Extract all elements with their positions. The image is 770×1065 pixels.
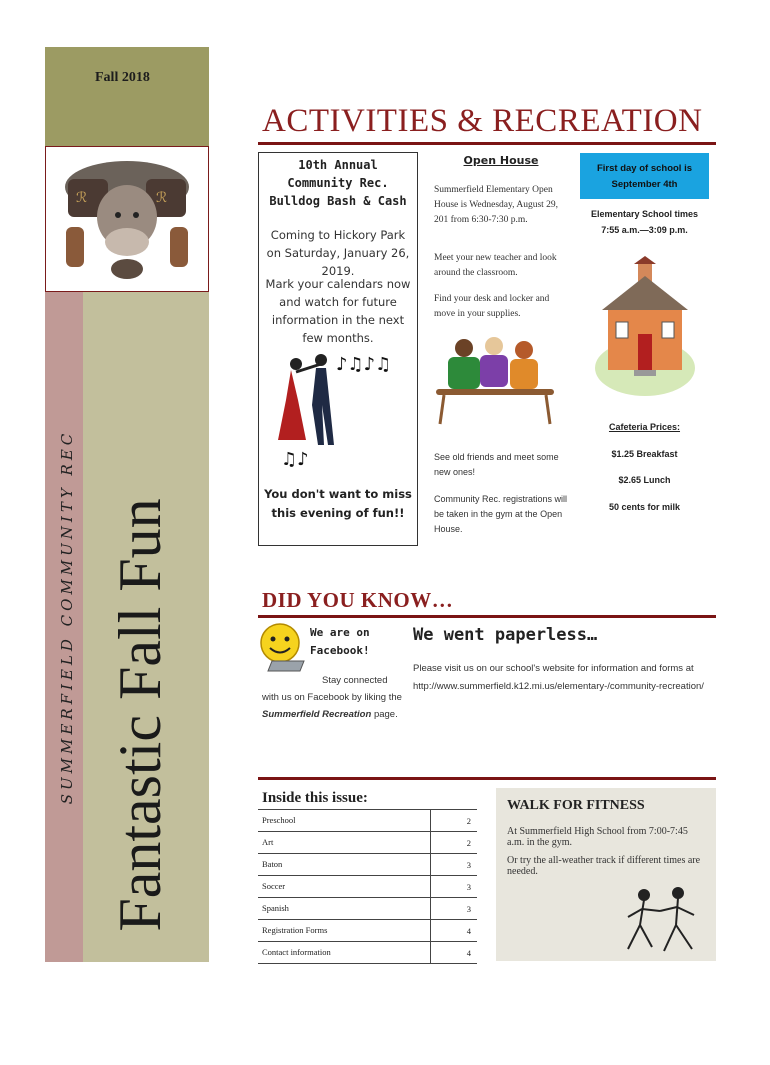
facebook-text <box>262 672 407 723</box>
walk-title: WALK FOR FITNESS <box>507 798 645 813</box>
facebook-text-end: page. <box>373 709 398 720</box>
toc-page: 3 <box>466 882 471 892</box>
svg-text:♫♪: ♫♪ <box>281 449 309 470</box>
did-you-know-divider <box>258 615 716 618</box>
facebook-heading-line: Facebook! <box>310 644 370 657</box>
season-label: Fall 2018 <box>95 70 150 85</box>
inside-title: Inside this issue: <box>262 790 368 806</box>
title-divider <box>258 142 716 145</box>
bash-title <box>262 156 414 210</box>
bash-title-line: Community Rec. <box>287 176 389 190</box>
bash-date-text: Coming to Hickory Park on Saturday, January 26, 2019. <box>266 228 410 278</box>
open-house-desk-locker: Find your desk and locker and move in your supplies. <box>434 294 550 319</box>
toc-name: Contact information <box>262 947 331 957</box>
toc-name: Registration Forms <box>262 925 328 935</box>
walkers-image <box>606 885 714 957</box>
cafeteria-label: Cafeteria Prices: <box>608 422 681 432</box>
smiley-laptop-icon <box>258 621 308 673</box>
toc-row <box>258 832 477 854</box>
open-house-meet-teacher: Meet your new teacher and look around the classroom. <box>434 253 557 278</box>
schoolhouse-image <box>594 256 696 398</box>
toc-row <box>258 809 477 832</box>
paperless-heading: We went paperless… <box>413 625 598 645</box>
price-lunch: $2.65 Lunch <box>618 475 671 485</box>
bash-calendar-text: Mark your calendars now and watch for future information in the next few months. <box>265 277 411 345</box>
toc-page: 3 <box>466 904 471 914</box>
toc-name: Art <box>262 837 274 847</box>
toc-row <box>258 854 477 876</box>
vertical-newsletter-title: Fantastic Fall Fun <box>107 498 173 932</box>
paperless-text: Please visit us on our school's website for information and forms at http://www.summerfield.k12.mi.us/elementary-/community-recreation/ <box>413 663 704 692</box>
open-house-registration: Community Rec. registrations will be taken in the gym at the Open House. <box>434 494 568 534</box>
table-of-contents <box>258 809 477 964</box>
toc-row <box>258 942 477 964</box>
toc-row <box>258 898 477 920</box>
toc-name: Preschool <box>262 815 296 825</box>
open-house-friends: See old friends and meet some new ones! <box>434 452 559 477</box>
students-image <box>434 334 556 426</box>
svg-text:ℛ: ℛ <box>76 190 88 206</box>
svg-text:♪♫♪♫: ♪♫♪♫ <box>336 354 392 375</box>
did-you-know-title: DID YOU KNOW… <box>262 588 454 612</box>
facebook-page-name: Summerfield Recreation <box>262 709 372 720</box>
school-times: 7:55 a.m.—3:09 p.m. <box>601 225 688 235</box>
dancers-image <box>276 350 406 475</box>
open-house-heading: Open House <box>463 154 539 167</box>
page-title: ACTIVITIES & RECREATION <box>262 103 703 139</box>
toc-page: 2 <box>466 816 471 826</box>
toc-page: 3 <box>466 860 471 870</box>
toc-row <box>258 876 477 898</box>
walk-location: At Summerfield High School from 7:00-7:45 a.m. in the gym. <box>507 826 688 848</box>
school-times-label: Elementary School times <box>590 209 699 219</box>
toc-row <box>258 920 477 942</box>
facebook-heading-line: We are on <box>310 626 370 639</box>
vertical-org-name: SUMMERFIELD COMMUNITY REC <box>58 429 76 805</box>
bash-title-line: Bulldog Bash & Cash <box>269 194 407 208</box>
inside-divider <box>258 777 716 780</box>
open-house-date: Summerfield Elementary Open House is Wednesday, August 29, 201 from 6:30-7:30 p.m. <box>434 185 559 225</box>
toc-page: 4 <box>466 948 471 958</box>
toc-name: Baton <box>262 859 283 869</box>
toc-page: 2 <box>466 838 471 848</box>
toc-page: 4 <box>466 926 471 936</box>
price-breakfast: $1.25 Breakfast <box>611 449 678 459</box>
price-milk: 50 cents for milk <box>608 502 681 512</box>
svg-text:ℛ: ℛ <box>156 190 168 206</box>
facebook-heading <box>310 624 390 660</box>
season-banner <box>45 47 209 147</box>
facebook-text-main: Stay connected with us on Facebook by liking the <box>262 675 402 703</box>
first-day-text: First day of school is September 4th <box>596 163 693 190</box>
walk-alternative: Or try the all-weather track if different times are needed. <box>507 855 701 877</box>
toc-name: Spanish <box>262 903 289 913</box>
bash-call-to-action: You don't want to miss this evening of fun!! <box>264 487 412 520</box>
toc-name: Soccer <box>262 881 286 891</box>
bash-title-line: 10th Annual <box>298 158 378 172</box>
